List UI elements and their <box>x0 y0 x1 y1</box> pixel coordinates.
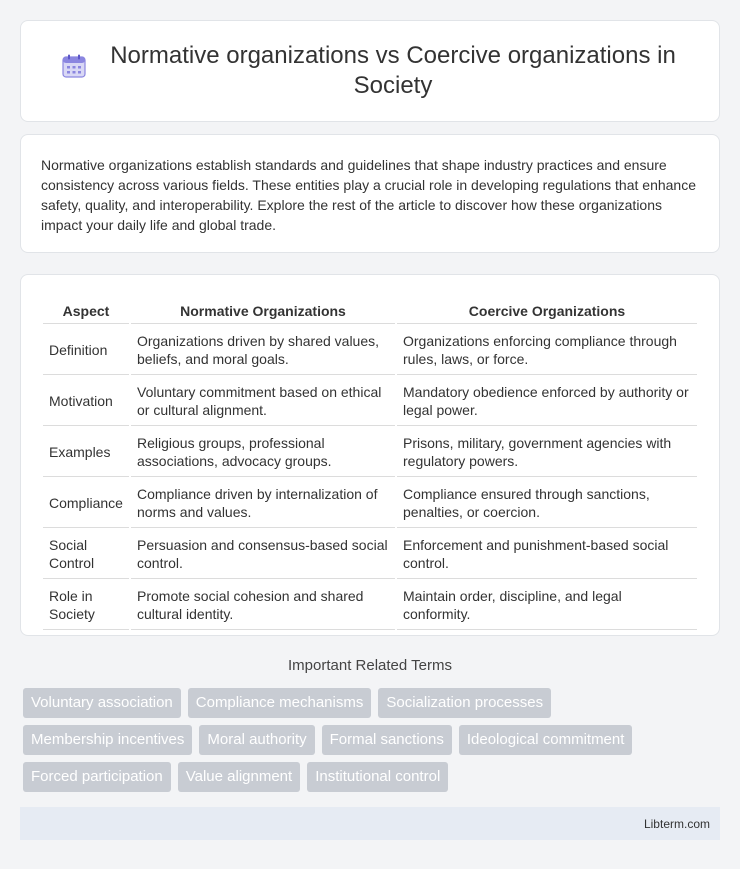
row-normative: Organizations driven by shared values, beliefs, and moral goals. <box>131 326 395 375</box>
table-row <box>43 428 697 477</box>
title-card <box>20 20 720 122</box>
calendar-icon <box>61 53 87 79</box>
related-term-tag[interactable]: Formal sanctions <box>322 725 452 755</box>
footer <box>20 807 720 840</box>
table-header-row <box>43 297 697 324</box>
table-row <box>43 377 697 426</box>
row-aspect: Definition <box>43 326 129 375</box>
related-term-tag[interactable]: Voluntary association <box>23 688 181 718</box>
comparison-table <box>41 295 699 632</box>
row-coercive: Maintain order, discipline, and legal conformity. <box>397 581 697 630</box>
row-normative: Voluntary commitment based on ethical or cultural alignment. <box>131 377 395 426</box>
row-normative: Promote social cohesion and shared cultural identity. <box>131 581 395 630</box>
intro-text: Normative organizations establish standards and guidelines that shape industry practices and ensure consistency across various fields. These entities play a crucial role in developing regulations that enhance safety, quality, and interoperability. Explore the rest of the article to discover how these organizations impact your daily life and global trade. <box>41 157 696 233</box>
table-row <box>43 581 697 630</box>
column-header-aspect: Aspect <box>43 297 129 324</box>
related-term-tag[interactable]: Value alignment <box>178 762 300 792</box>
row-normative: Persuasion and consensus-based social control. <box>131 530 395 579</box>
related-term-tag[interactable]: Moral authority <box>199 725 314 755</box>
row-coercive: Compliance ensured through sanctions, penalties, or coercion. <box>397 479 697 528</box>
related-term-tag[interactable]: Membership incentives <box>23 725 192 755</box>
column-header-coercive: Coercive Organizations <box>397 297 697 324</box>
related-terms-heading: Important Related Terms <box>288 657 452 674</box>
row-coercive: Enforcement and punishment-based social control. <box>397 530 697 579</box>
row-coercive: Organizations enforcing compliance through rules, laws, or force. <box>397 326 697 375</box>
comparison-table-card <box>20 274 720 636</box>
row-aspect: Examples <box>43 428 129 477</box>
row-normative: Compliance driven by internalization of norms and values. <box>131 479 395 528</box>
table-row <box>43 479 697 528</box>
row-coercive: Prisons, military, government agencies with regulatory powers. <box>397 428 697 477</box>
related-term-tag[interactable]: Socialization processes <box>378 688 551 718</box>
related-term-tag[interactable]: Ideological commitment <box>459 725 633 755</box>
related-term-tag[interactable]: Institutional control <box>307 762 448 792</box>
intro-card <box>20 134 720 253</box>
column-header-normative: Normative Organizations <box>131 297 395 324</box>
table-row <box>43 326 697 375</box>
table-row <box>43 530 697 579</box>
row-normative: Religious groups, professional associations, advocacy groups. <box>131 428 395 477</box>
row-coercive: Mandatory obedience enforced by authority or legal power. <box>397 377 697 426</box>
footer-site-link[interactable]: Libterm.com <box>643 816 710 831</box>
page-title: Normative organizations vs Coercive organizations in Society <box>110 42 676 99</box>
row-aspect: Role in Society <box>43 581 129 630</box>
row-aspect: Social Control <box>43 530 129 579</box>
related-terms-list <box>20 688 720 792</box>
row-aspect: Motivation <box>43 377 129 426</box>
related-term-tag[interactable]: Forced participation <box>23 762 171 792</box>
row-aspect: Compliance <box>43 479 129 528</box>
related-term-tag[interactable]: Compliance mechanisms <box>188 688 372 718</box>
